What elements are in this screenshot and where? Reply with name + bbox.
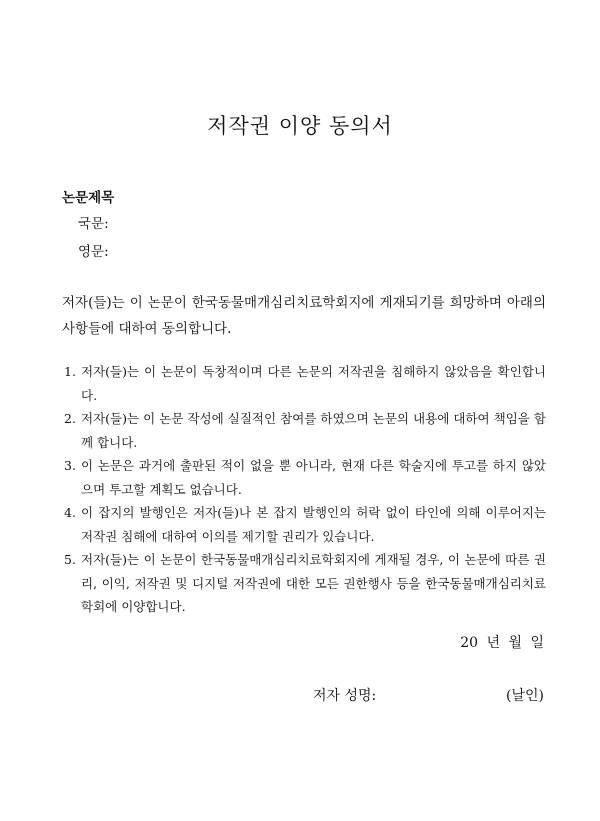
agreement-item xyxy=(64,360,546,407)
agreement-item xyxy=(64,501,546,548)
item-text: 저자(들)는 이 논문 작성에 실질적인 참여를 하였으며 논문의 내용에 대하여 책임을 함께 합니다. xyxy=(81,411,546,450)
intro-line-1: 저자(들)는 이 논문이 한국동물매개심리치료학회지에 게재되기를 희망하며 아래의 xyxy=(62,295,546,311)
seal-label: (날인) xyxy=(506,688,544,704)
korean-title-label: 국문: xyxy=(78,216,109,232)
item-text: 이 논문은 과거에 출판된 적이 없을 뿐 아니라, 현재 다른 학술지에 투고를 하지 않았으며 투고할 계획도 없습니다. xyxy=(81,458,546,497)
item-number: 1. xyxy=(64,364,76,379)
item-number: 3. xyxy=(64,458,76,473)
document-title: 저작권 이양 동의서 xyxy=(207,114,393,138)
agreement-item xyxy=(64,454,546,501)
author-name-label: 저자 성명: xyxy=(313,688,377,704)
item-number: 5. xyxy=(64,552,76,567)
item-text: 저자(들)는 이 논문이 독창적이며 다른 논문의 저작권을 침해하지 않았음을 확인합니다. xyxy=(81,364,546,403)
item-text: 이 잡지의 발행인은 저자(들)나 본 잡지 발행인의 허락 없이 타인에 의해 이루어지는 저작권 침해에 대하여 이의를 제기할 권리가 있습니다. xyxy=(81,505,546,544)
paper-title-label: 논문제목 xyxy=(62,190,115,206)
item-number: 4. xyxy=(64,505,76,520)
agreement-list xyxy=(64,360,546,619)
item-text: 저자(들)는 이 논문이 한국동물매개심리치료학회지에 게재될 경우, 이 논문에 따른 권리, 이익, 저작권 및 디지털 저작권에 대한 모든 권한행사 등을 한국동물매개심리치료학회에 이양합니다. xyxy=(81,552,546,614)
date-line: 20 년 월 일 xyxy=(460,635,544,651)
agreement-item xyxy=(64,548,546,619)
intro-line-2: 사항들에 대하여 동의합니다. xyxy=(62,321,232,337)
agreement-item xyxy=(64,407,546,454)
english-title-label: 영문: xyxy=(78,244,109,260)
item-number: 2. xyxy=(64,411,76,426)
